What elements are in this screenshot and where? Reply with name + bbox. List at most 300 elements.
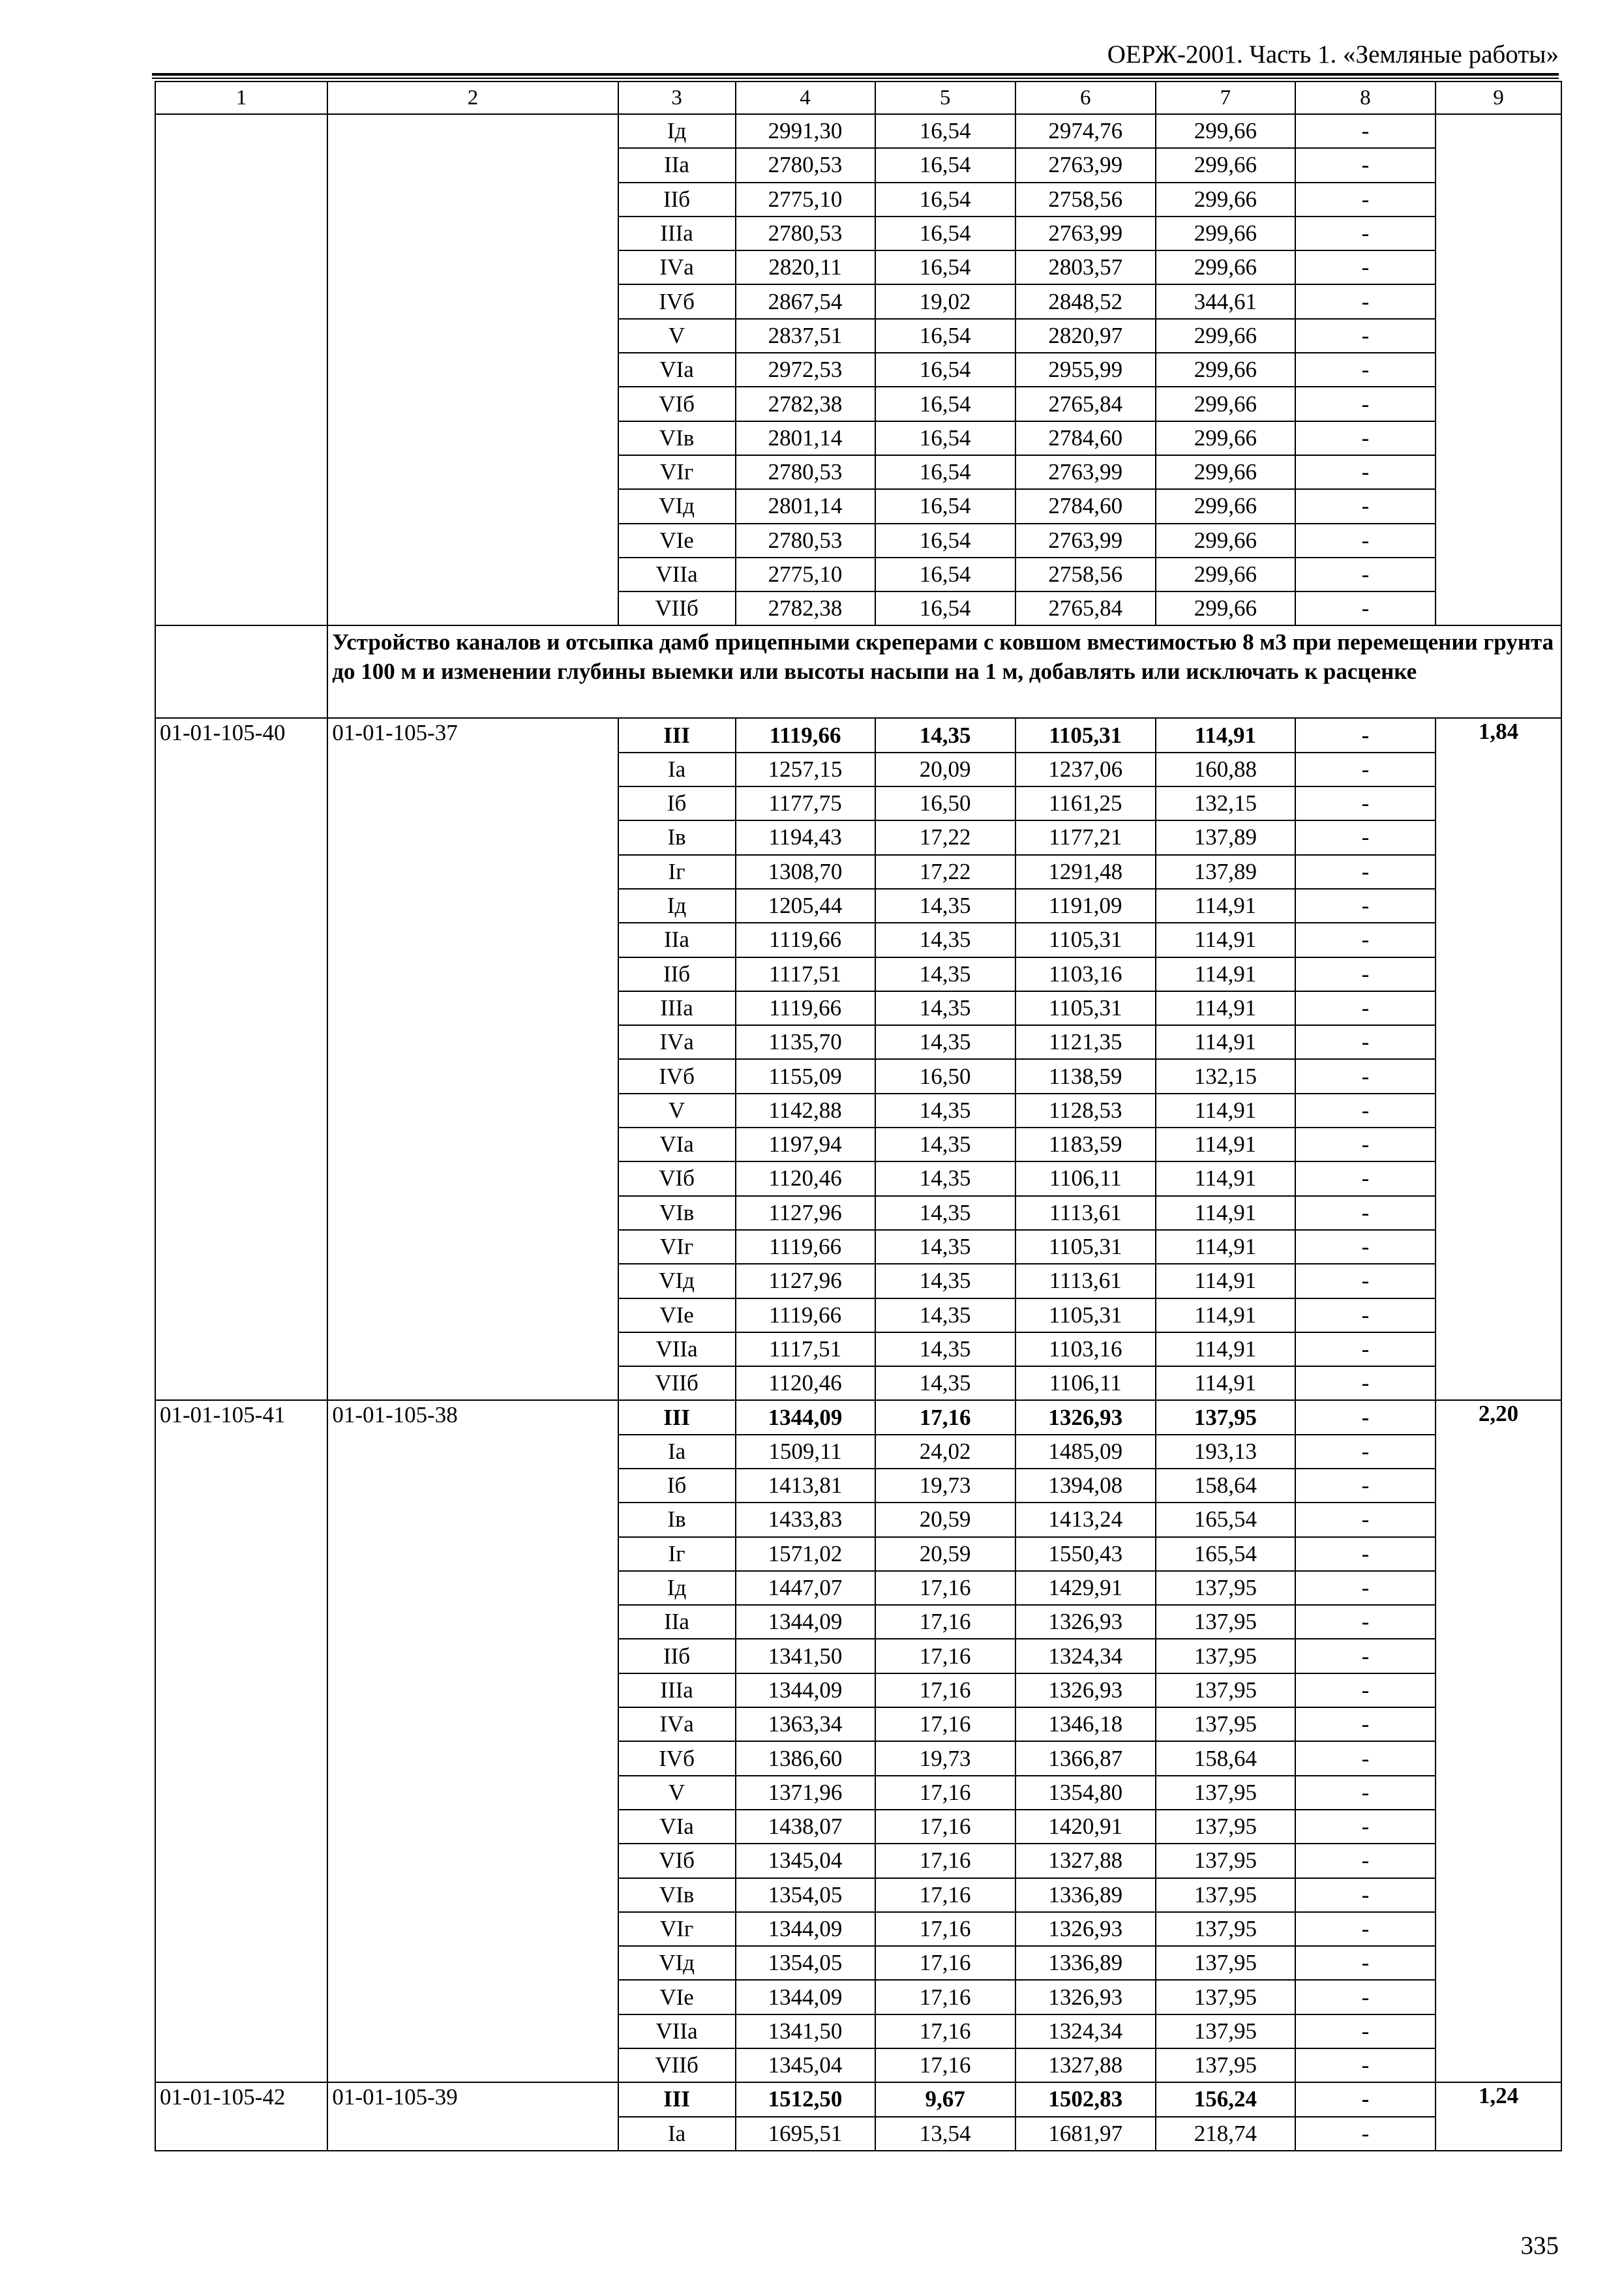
machine-cost-cell: 1413,24 bbox=[1015, 1503, 1156, 1536]
total-cost-cell: 1341,50 bbox=[736, 1639, 875, 1673]
total-cost-cell: 1344,09 bbox=[736, 1912, 875, 1946]
soil-group-cell: VIIа bbox=[618, 1332, 736, 1366]
labor-cost-cell: 16,54 bbox=[875, 319, 1015, 353]
total-cost-cell: 1344,09 bbox=[736, 1605, 875, 1639]
soil-group-cell: Iг bbox=[618, 855, 736, 889]
column-number: 1 bbox=[155, 82, 327, 114]
materials-cost-cell: - bbox=[1295, 217, 1436, 250]
soil-group-cell: IVб bbox=[618, 1741, 736, 1775]
labor-cost-cell: 17,16 bbox=[875, 1980, 1015, 2014]
soil-group-cell: VIа bbox=[618, 1128, 736, 1161]
soil-group-cell: VIа bbox=[618, 1810, 736, 1844]
machine-cost-cell: 1429,91 bbox=[1015, 1571, 1156, 1605]
machine-cost-cell: 1105,31 bbox=[1015, 718, 1156, 752]
materials-cost-cell: - bbox=[1295, 455, 1436, 489]
machine-cost-cell: 2784,60 bbox=[1015, 421, 1156, 455]
total-cost-cell: 1197,94 bbox=[736, 1128, 875, 1161]
labor-cost-cell: 16,54 bbox=[875, 114, 1015, 148]
machine-cost-cell: 1336,89 bbox=[1015, 1946, 1156, 1980]
total-cost-cell: 2991,30 bbox=[736, 114, 875, 148]
operator-wage-cell: 299,66 bbox=[1156, 114, 1295, 148]
labor-cost-cell: 14,35 bbox=[875, 991, 1015, 1025]
total-cost-cell: 1177,75 bbox=[736, 786, 875, 820]
soil-group-cell: VIе bbox=[618, 1980, 736, 2014]
materials-cost-cell: - bbox=[1295, 1810, 1436, 1844]
soil-group-cell: VIIб bbox=[618, 1366, 736, 1400]
labor-cost-cell: 19,73 bbox=[875, 1741, 1015, 1775]
labor-cost-cell: 14,35 bbox=[875, 1298, 1015, 1332]
materials-cost-cell: - bbox=[1295, 1094, 1436, 1128]
materials-cost-cell: - bbox=[1295, 1946, 1436, 1980]
total-cost-cell: 1354,05 bbox=[736, 1878, 875, 1912]
operator-wage-cell: 299,66 bbox=[1156, 524, 1295, 558]
machine-cost-cell: 1327,88 bbox=[1015, 2048, 1156, 2082]
operator-wage-cell: 158,64 bbox=[1156, 1741, 1295, 1775]
soil-group-cell: VIIб bbox=[618, 2048, 736, 2082]
operator-wage-cell: 137,95 bbox=[1156, 1810, 1295, 1844]
materials-cost-cell: - bbox=[1295, 786, 1436, 820]
materials-cost-cell: - bbox=[1295, 1161, 1436, 1195]
operator-wage-cell: 299,66 bbox=[1156, 421, 1295, 455]
total-cost-cell: 1341,50 bbox=[736, 2014, 875, 2048]
labor-cost-cell: 14,35 bbox=[875, 1196, 1015, 1230]
operator-wage-cell: 299,66 bbox=[1156, 591, 1295, 625]
soil-group-cell: Iб bbox=[618, 786, 736, 820]
column-number: 2 bbox=[327, 82, 618, 114]
column-number: 5 bbox=[875, 82, 1015, 114]
operator-wage-cell: 165,54 bbox=[1156, 1537, 1295, 1571]
total-cost-cell: 1119,66 bbox=[736, 1230, 875, 1264]
soil-group-cell: V bbox=[618, 319, 736, 353]
total-cost-cell: 1257,15 bbox=[736, 753, 875, 786]
labor-cost-cell: 17,16 bbox=[875, 1707, 1015, 1741]
labor-cost-cell: 17,16 bbox=[875, 1776, 1015, 1810]
labor-cost-cell: 19,73 bbox=[875, 1469, 1015, 1503]
code-cell-empty bbox=[155, 114, 327, 625]
soil-group-cell: IVа bbox=[618, 1707, 736, 1741]
labor-cost-cell: 14,35 bbox=[875, 1128, 1015, 1161]
soil-group-cell: Iг bbox=[618, 1537, 736, 1571]
rates-table bbox=[155, 81, 1562, 2151]
soil-group-cell: IIIа bbox=[618, 1673, 736, 1707]
labor-cost-cell: 14,35 bbox=[875, 1264, 1015, 1298]
soil-group-cell: VIг bbox=[618, 1912, 736, 1946]
operator-wage-cell: 193,13 bbox=[1156, 1435, 1295, 1469]
labor-cost-cell: 16,50 bbox=[875, 786, 1015, 820]
operator-wage-cell: 137,95 bbox=[1156, 1980, 1295, 2014]
total-cost-cell: 1117,51 bbox=[736, 957, 875, 991]
materials-cost-cell: - bbox=[1295, 1980, 1436, 2014]
labor-cost-cell: 16,54 bbox=[875, 421, 1015, 455]
rate-code-cell: 01-01-105-42 bbox=[155, 2082, 327, 2151]
total-cost-cell: 1194,43 bbox=[736, 820, 875, 854]
materials-cost-cell: - bbox=[1295, 421, 1436, 455]
machine-cost-cell: 1103,16 bbox=[1015, 957, 1156, 991]
labor-cost-cell: 17,16 bbox=[875, 2048, 1015, 2082]
labor-cost-cell: 16,54 bbox=[875, 217, 1015, 250]
operator-wage-cell: 137,95 bbox=[1156, 1844, 1295, 1878]
machine-cost-cell: 1113,61 bbox=[1015, 1196, 1156, 1230]
labor-cost-cell: 16,54 bbox=[875, 455, 1015, 489]
total-cost-cell: 1447,07 bbox=[736, 1571, 875, 1605]
machine-cost-cell: 1394,08 bbox=[1015, 1469, 1156, 1503]
operator-wage-cell: 299,66 bbox=[1156, 387, 1295, 421]
total-cost-cell: 1371,96 bbox=[736, 1776, 875, 1810]
machine-cost-cell: 2758,56 bbox=[1015, 558, 1156, 591]
total-cost-cell: 1433,83 bbox=[736, 1503, 875, 1536]
machine-cost-cell: 1354,80 bbox=[1015, 1776, 1156, 1810]
total-cost-cell: 2837,51 bbox=[736, 319, 875, 353]
labor-cost-cell: 13,54 bbox=[875, 2117, 1015, 2151]
header-rule bbox=[152, 73, 1559, 76]
labor-cost-cell: 17,16 bbox=[875, 1878, 1015, 1912]
machine-cost-cell: 1105,31 bbox=[1015, 1298, 1156, 1332]
soil-group-cell: IIа bbox=[618, 1605, 736, 1639]
total-cost-cell: 2775,10 bbox=[736, 183, 875, 217]
total-cost-cell: 1363,34 bbox=[736, 1707, 875, 1741]
soil-group-cell: IVа bbox=[618, 1025, 736, 1059]
operator-wage-cell: 299,66 bbox=[1156, 353, 1295, 387]
total-cost-cell: 2867,54 bbox=[736, 284, 875, 318]
table-row bbox=[155, 718, 1561, 752]
operator-wage-cell: 137,95 bbox=[1156, 1707, 1295, 1741]
operator-wage-cell: 156,24 bbox=[1156, 2082, 1295, 2116]
operator-wage-cell: 137,95 bbox=[1156, 1400, 1295, 1434]
materials-cost-cell: - bbox=[1295, 114, 1436, 148]
table-row bbox=[155, 1400, 1561, 1434]
materials-cost-cell: - bbox=[1295, 524, 1436, 558]
machine-cost-cell: 2763,99 bbox=[1015, 455, 1156, 489]
soil-group-cell: VIе bbox=[618, 524, 736, 558]
total-cost-cell: 1345,04 bbox=[736, 2048, 875, 2082]
operator-wage-cell: 137,95 bbox=[1156, 2014, 1295, 2048]
total-cost-cell: 1345,04 bbox=[736, 1844, 875, 1878]
operator-wage-cell: 114,91 bbox=[1156, 889, 1295, 923]
materials-cost-cell: - bbox=[1295, 250, 1436, 284]
total-cost-cell: 1205,44 bbox=[736, 889, 875, 923]
soil-group-cell: IVб bbox=[618, 284, 736, 318]
section-title: Устройство каналов и отсыпка дамб прицепными скреперами с ковшом вместимостью 8 м3 при перемещении грунта до 100 м и изменении глубины выемки или высоты насыпи на 1 м, добавлять или исключать к расценке bbox=[327, 625, 1561, 718]
labor-cost-cell: 9,67 bbox=[875, 2082, 1015, 2116]
labor-cost-cell: 16,50 bbox=[875, 1059, 1015, 1093]
total-cost-cell: 1142,88 bbox=[736, 1094, 875, 1128]
labor-cost-cell: 14,35 bbox=[875, 889, 1015, 923]
operator-wage-cell: 160,88 bbox=[1156, 753, 1295, 786]
soil-group-cell: IIб bbox=[618, 1639, 736, 1673]
machine-cost-cell: 1326,93 bbox=[1015, 1400, 1156, 1434]
soil-group-cell: Iа bbox=[618, 2117, 736, 2151]
labor-cost-cell: 14,35 bbox=[875, 1161, 1015, 1195]
machine-cost-cell: 1324,34 bbox=[1015, 2014, 1156, 2048]
total-cost-cell: 1119,66 bbox=[736, 1298, 875, 1332]
operator-wage-cell: 299,66 bbox=[1156, 183, 1295, 217]
materials-cost-cell: - bbox=[1295, 1741, 1436, 1775]
labor-cost-cell: 17,16 bbox=[875, 1571, 1015, 1605]
materials-cost-cell: - bbox=[1295, 1435, 1436, 1469]
soil-group-cell: Iа bbox=[618, 1435, 736, 1469]
soil-group-cell: Iд bbox=[618, 889, 736, 923]
operator-wage-cell: 137,89 bbox=[1156, 855, 1295, 889]
labor-cost-cell: 16,54 bbox=[875, 250, 1015, 284]
operator-wage-cell: 299,66 bbox=[1156, 319, 1295, 353]
operator-wage-cell: 137,95 bbox=[1156, 1673, 1295, 1707]
labor-cost-cell: 16,54 bbox=[875, 591, 1015, 625]
machine-cost-cell: 2763,99 bbox=[1015, 217, 1156, 250]
operator-wage-cell: 114,91 bbox=[1156, 1366, 1295, 1400]
materials-cost-cell: - bbox=[1295, 1469, 1436, 1503]
column-number: 6 bbox=[1015, 82, 1156, 114]
materials-cost-cell: - bbox=[1295, 1264, 1436, 1298]
operator-wage-cell: 114,91 bbox=[1156, 1298, 1295, 1332]
coefficient-cell: 1,84 bbox=[1436, 718, 1561, 1400]
total-cost-cell: 2801,14 bbox=[736, 421, 875, 455]
labor-cost-cell: 16,54 bbox=[875, 558, 1015, 591]
labor-cost-cell: 16,54 bbox=[875, 489, 1015, 523]
column-number: 9 bbox=[1436, 82, 1561, 114]
operator-wage-cell: 299,66 bbox=[1156, 250, 1295, 284]
total-cost-cell: 1155,09 bbox=[736, 1059, 875, 1093]
labor-cost-cell: 17,16 bbox=[875, 1912, 1015, 1946]
materials-cost-cell: - bbox=[1295, 1503, 1436, 1536]
total-cost-cell: 1135,70 bbox=[736, 1025, 875, 1059]
total-cost-cell: 2780,53 bbox=[736, 217, 875, 250]
total-cost-cell: 2780,53 bbox=[736, 524, 875, 558]
materials-cost-cell: - bbox=[1295, 1707, 1436, 1741]
operator-wage-cell: 114,91 bbox=[1156, 1196, 1295, 1230]
labor-cost-cell: 20,59 bbox=[875, 1537, 1015, 1571]
operator-wage-cell: 137,95 bbox=[1156, 2048, 1295, 2082]
labor-cost-cell: 14,35 bbox=[875, 1332, 1015, 1366]
operator-wage-cell: 218,74 bbox=[1156, 2117, 1295, 2151]
soil-group-cell: VIб bbox=[618, 1161, 736, 1195]
soil-group-cell: VIIа bbox=[618, 2014, 736, 2048]
machine-cost-cell: 1550,43 bbox=[1015, 1537, 1156, 1571]
machine-cost-cell: 1128,53 bbox=[1015, 1094, 1156, 1128]
materials-cost-cell: - bbox=[1295, 820, 1436, 854]
operator-wage-cell: 137,95 bbox=[1156, 1878, 1295, 1912]
materials-cost-cell: - bbox=[1295, 284, 1436, 318]
materials-cost-cell: - bbox=[1295, 1639, 1436, 1673]
materials-cost-cell: - bbox=[1295, 889, 1436, 923]
operator-wage-cell: 114,91 bbox=[1156, 991, 1295, 1025]
soil-group-cell: V bbox=[618, 1094, 736, 1128]
labor-cost-cell: 16,54 bbox=[875, 524, 1015, 558]
total-cost-cell: 1571,02 bbox=[736, 1537, 875, 1571]
labor-cost-cell: 17,16 bbox=[875, 2014, 1015, 2048]
materials-cost-cell: - bbox=[1295, 991, 1436, 1025]
materials-cost-cell: - bbox=[1295, 1298, 1436, 1332]
soil-group-cell: VIе bbox=[618, 1298, 736, 1332]
materials-cost-cell: - bbox=[1295, 1605, 1436, 1639]
labor-cost-cell: 14,35 bbox=[875, 1230, 1015, 1264]
total-cost-cell: 1127,96 bbox=[736, 1196, 875, 1230]
labor-cost-cell: 14,35 bbox=[875, 1094, 1015, 1128]
materials-cost-cell: - bbox=[1295, 1673, 1436, 1707]
machine-cost-cell: 1138,59 bbox=[1015, 1059, 1156, 1093]
materials-cost-cell: - bbox=[1295, 183, 1436, 217]
soil-group-cell: IVа bbox=[618, 250, 736, 284]
operator-wage-cell: 299,66 bbox=[1156, 148, 1295, 182]
soil-group-cell: VIIб bbox=[618, 591, 736, 625]
materials-cost-cell: - bbox=[1295, 1196, 1436, 1230]
materials-cost-cell: - bbox=[1295, 1025, 1436, 1059]
machine-cost-cell: 1326,93 bbox=[1015, 1605, 1156, 1639]
total-cost-cell: 2972,53 bbox=[736, 353, 875, 387]
labor-cost-cell: 17,22 bbox=[875, 855, 1015, 889]
materials-cost-cell: - bbox=[1295, 2082, 1436, 2116]
soil-group-cell: Iв bbox=[618, 1503, 736, 1536]
total-cost-cell: 1344,09 bbox=[736, 1673, 875, 1707]
operator-wage-cell: 114,91 bbox=[1156, 1128, 1295, 1161]
materials-cost-cell: - bbox=[1295, 353, 1436, 387]
soil-group-cell: VIг bbox=[618, 455, 736, 489]
total-cost-cell: 1119,66 bbox=[736, 718, 875, 752]
machine-cost-cell: 1183,59 bbox=[1015, 1128, 1156, 1161]
operator-wage-cell: 137,95 bbox=[1156, 1912, 1295, 1946]
total-cost-cell: 1354,05 bbox=[736, 1946, 875, 1980]
column-number-row bbox=[155, 82, 1561, 114]
base-rate-code-cell: 01-01-105-39 bbox=[327, 2082, 618, 2151]
soil-group-cell: IIб bbox=[618, 957, 736, 991]
labor-cost-cell: 16,54 bbox=[875, 387, 1015, 421]
soil-group-cell: VIг bbox=[618, 1230, 736, 1264]
soil-group-cell: IIIа bbox=[618, 217, 736, 250]
materials-cost-cell: - bbox=[1295, 1128, 1436, 1161]
materials-cost-cell: - bbox=[1295, 1230, 1436, 1264]
operator-wage-cell: 137,95 bbox=[1156, 1605, 1295, 1639]
machine-cost-cell: 1336,89 bbox=[1015, 1878, 1156, 1912]
soil-group-cell: Iв bbox=[618, 820, 736, 854]
total-cost-cell: 1413,81 bbox=[736, 1469, 875, 1503]
section-title-spacer bbox=[155, 625, 327, 718]
machine-cost-cell: 1291,48 bbox=[1015, 855, 1156, 889]
operator-wage-cell: 114,91 bbox=[1156, 1332, 1295, 1366]
total-cost-cell: 1386,60 bbox=[736, 1741, 875, 1775]
soil-group-cell: Iб bbox=[618, 1469, 736, 1503]
total-cost-cell: 2782,38 bbox=[736, 591, 875, 625]
table-row bbox=[155, 114, 1561, 148]
operator-wage-cell: 137,89 bbox=[1156, 820, 1295, 854]
machine-cost-cell: 1177,21 bbox=[1015, 820, 1156, 854]
machine-cost-cell: 1326,93 bbox=[1015, 1912, 1156, 1946]
operator-wage-cell: 114,91 bbox=[1156, 718, 1295, 752]
soil-group-cell: III bbox=[618, 2082, 736, 2116]
operator-wage-cell: 114,91 bbox=[1156, 957, 1295, 991]
materials-cost-cell: - bbox=[1295, 2048, 1436, 2082]
labor-cost-cell: 17,16 bbox=[875, 1605, 1015, 1639]
machine-cost-cell: 1346,18 bbox=[1015, 1707, 1156, 1741]
total-cost-cell: 1512,50 bbox=[736, 2082, 875, 2116]
soil-group-cell: V bbox=[618, 1776, 736, 1810]
soil-group-cell: VIв bbox=[618, 421, 736, 455]
materials-cost-cell: - bbox=[1295, 1332, 1436, 1366]
labor-cost-cell: 17,16 bbox=[875, 1844, 1015, 1878]
total-cost-cell: 1119,66 bbox=[736, 923, 875, 957]
machine-cost-cell: 1366,87 bbox=[1015, 1741, 1156, 1775]
coefficient-cell: 2,20 bbox=[1436, 1400, 1561, 2082]
soil-group-cell: VIд bbox=[618, 489, 736, 523]
operator-wage-cell: 165,54 bbox=[1156, 1503, 1295, 1536]
soil-group-cell: VIIа bbox=[618, 558, 736, 591]
column-number: 3 bbox=[618, 82, 736, 114]
machine-cost-cell: 2955,99 bbox=[1015, 353, 1156, 387]
materials-cost-cell: - bbox=[1295, 957, 1436, 991]
machine-cost-cell: 2803,57 bbox=[1015, 250, 1156, 284]
operator-wage-cell: 137,95 bbox=[1156, 1571, 1295, 1605]
total-cost-cell: 2782,38 bbox=[736, 387, 875, 421]
labor-cost-cell: 17,16 bbox=[875, 1946, 1015, 1980]
column-number: 4 bbox=[736, 82, 875, 114]
operator-wage-cell: 132,15 bbox=[1156, 786, 1295, 820]
base-rate-code-cell: 01-01-105-38 bbox=[327, 1400, 618, 2082]
machine-cost-cell: 1326,93 bbox=[1015, 1980, 1156, 2014]
operator-wage-cell: 158,64 bbox=[1156, 1469, 1295, 1503]
materials-cost-cell: - bbox=[1295, 489, 1436, 523]
base-rate-code-cell: 01-01-105-37 bbox=[327, 718, 618, 1400]
labor-cost-cell: 17,16 bbox=[875, 1673, 1015, 1707]
total-cost-cell: 1509,11 bbox=[736, 1435, 875, 1469]
labor-cost-cell: 14,35 bbox=[875, 1366, 1015, 1400]
operator-wage-cell: 114,91 bbox=[1156, 1025, 1295, 1059]
soil-group-cell: III bbox=[618, 1400, 736, 1434]
total-cost-cell: 2775,10 bbox=[736, 558, 875, 591]
machine-cost-cell: 1191,09 bbox=[1015, 889, 1156, 923]
machine-cost-cell: 1681,97 bbox=[1015, 2117, 1156, 2151]
rate-code-cell: 01-01-105-40 bbox=[155, 718, 327, 1400]
machine-cost-cell: 2765,84 bbox=[1015, 591, 1156, 625]
machine-cost-cell: 1106,11 bbox=[1015, 1366, 1156, 1400]
machine-cost-cell: 1103,16 bbox=[1015, 1332, 1156, 1366]
operator-wage-cell: 299,66 bbox=[1156, 489, 1295, 523]
labor-cost-cell: 16,54 bbox=[875, 148, 1015, 182]
materials-cost-cell: - bbox=[1295, 1537, 1436, 1571]
table-row bbox=[155, 2082, 1561, 2116]
machine-cost-cell: 1106,11 bbox=[1015, 1161, 1156, 1195]
machine-cost-cell: 2758,56 bbox=[1015, 183, 1156, 217]
materials-cost-cell: - bbox=[1295, 1571, 1436, 1605]
total-cost-cell: 2780,53 bbox=[736, 148, 875, 182]
soil-group-cell: IVб bbox=[618, 1059, 736, 1093]
operator-wage-cell: 114,91 bbox=[1156, 1161, 1295, 1195]
operator-wage-cell: 132,15 bbox=[1156, 1059, 1295, 1093]
soil-group-cell: VIд bbox=[618, 1264, 736, 1298]
rates-table-body bbox=[155, 82, 1561, 2151]
total-cost-cell: 1344,09 bbox=[736, 1980, 875, 2014]
labor-cost-cell: 17,16 bbox=[875, 1400, 1015, 1434]
operator-wage-cell: 137,95 bbox=[1156, 1639, 1295, 1673]
machine-cost-cell: 1121,35 bbox=[1015, 1025, 1156, 1059]
materials-cost-cell: - bbox=[1295, 148, 1436, 182]
machine-cost-cell: 1327,88 bbox=[1015, 1844, 1156, 1878]
materials-cost-cell: - bbox=[1295, 1776, 1436, 1810]
machine-cost-cell: 2765,84 bbox=[1015, 387, 1156, 421]
labor-cost-cell: 14,35 bbox=[875, 957, 1015, 991]
soil-group-cell: VIд bbox=[618, 1946, 736, 1980]
operator-wage-cell: 114,91 bbox=[1156, 1094, 1295, 1128]
page-number: 335 bbox=[1520, 2232, 1559, 2260]
total-cost-cell: 1120,46 bbox=[736, 1161, 875, 1195]
machine-cost-cell: 1502,83 bbox=[1015, 2082, 1156, 2116]
machine-cost-cell: 2763,99 bbox=[1015, 148, 1156, 182]
materials-cost-cell: - bbox=[1295, 1912, 1436, 1946]
materials-cost-cell: - bbox=[1295, 1878, 1436, 1912]
soil-group-cell: VIа bbox=[618, 353, 736, 387]
total-cost-cell: 1308,70 bbox=[736, 855, 875, 889]
machine-cost-cell: 1420,91 bbox=[1015, 1810, 1156, 1844]
machine-cost-cell: 1105,31 bbox=[1015, 991, 1156, 1025]
labor-cost-cell: 19,02 bbox=[875, 284, 1015, 318]
labor-cost-cell: 14,35 bbox=[875, 718, 1015, 752]
